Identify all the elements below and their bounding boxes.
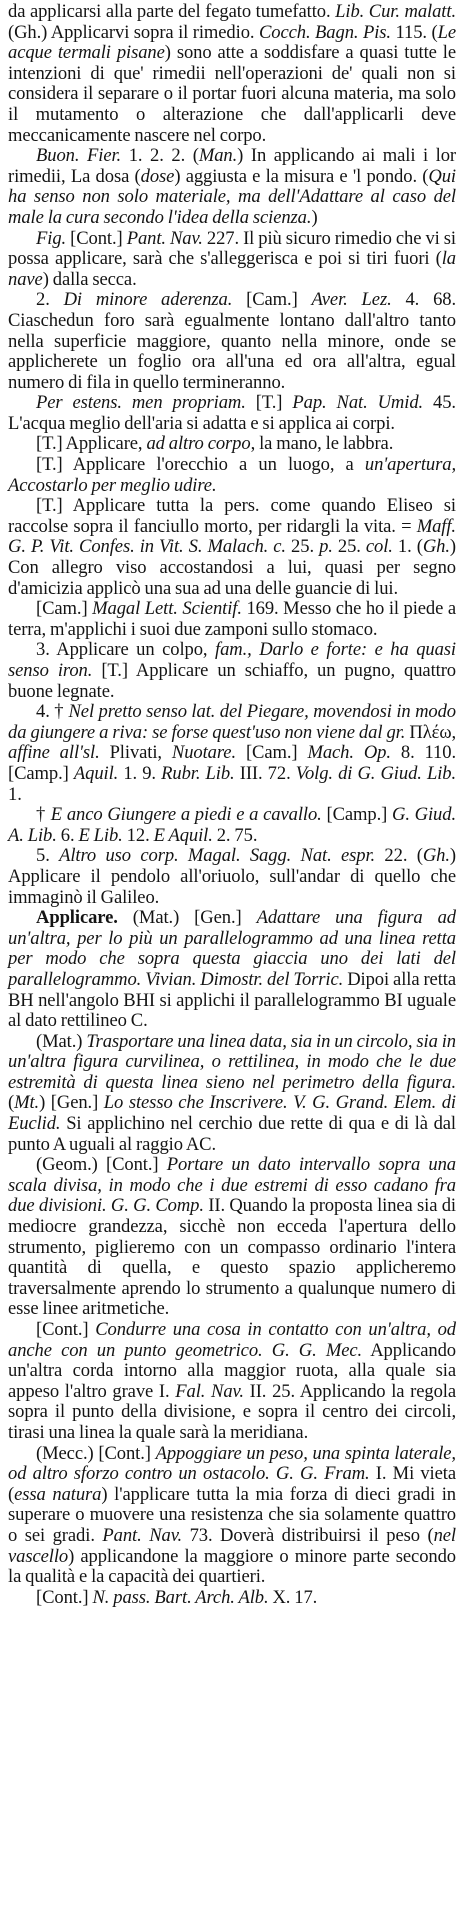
- text-run: ) In applicando ai mali i lor rimedii, La dosa (: [8, 145, 456, 187]
- text-run: Applicando un'altra corda intorno alla maggior ruota, alla quale sia appeso l'altro grave I.: [8, 1339, 456, 1402]
- text-run: [Cam.]: [36, 598, 93, 620]
- text-run: Plivati,: [99, 742, 172, 764]
- italic-text: Cocch. Bagn. Pis.: [258, 21, 391, 43]
- text-run: ): [311, 206, 318, 228]
- italic-text: Volg. di G. Giud. Lib.: [295, 762, 456, 784]
- italic-text: Aquil.: [73, 762, 119, 784]
- text-run: X. 17.: [268, 1586, 318, 1608]
- text-run: Πλέω,: [405, 721, 457, 743]
- italic-text: Condurre una cosa in contatto con un'altra, od anche con un punto geometrico. G. G. Mec.: [8, 1319, 456, 1361]
- text-run: 45. L'acqua meglio dell'aria si adatta e si applica ai corpi.: [8, 392, 456, 434]
- text-run: 6.: [56, 824, 79, 846]
- italic-text: Lo stesso che Inscrivere. V. G. Grand. Elem. di Euclid.: [8, 1092, 456, 1135]
- paragraph-p-eliseo: [8, 496, 456, 599]
- italic-text: Maff. G. P. Vit. Confes. in Vit. S. Malach. c.: [8, 515, 456, 558]
- text-run: ) [Gen.]: [39, 1092, 104, 1114]
- text-run: ) dalla secca.: [42, 268, 137, 290]
- text-run: Si applichino nel cerchio due rette di qua e di là dal punto A uguali al raggio AC.: [8, 1113, 456, 1155]
- text-run: [Cam.]: [236, 742, 308, 764]
- italic-text: dose: [140, 165, 175, 187]
- italic-text: Fal. Nav.: [175, 1380, 244, 1402]
- paragraph-p-fig: [8, 229, 456, 291]
- text-run: 5.: [36, 845, 60, 867]
- text-run: (: [8, 1092, 15, 1114]
- text-run: [Cont.]: [36, 1586, 93, 1608]
- text-run: [T.] Applicare tutta la pers. come quando Eliseo si raccolse sopra il fanciullo morto, per ridargli la vita. =: [8, 495, 456, 537]
- italic-text: la nave: [8, 248, 456, 290]
- paragraph-p-applicare-headword: [8, 908, 456, 1032]
- text-run: [Cont.]: [66, 227, 127, 249]
- italic-text: Man.: [198, 145, 238, 167]
- text-run: , la mano, le labbra.: [250, 433, 394, 455]
- italic-text: Mach. Op.: [307, 742, 391, 764]
- paragraph-p-minore-aderenza: [8, 290, 456, 393]
- text-run: [Cont.]: [36, 1319, 96, 1340]
- text-run: [T.] Applicare,: [36, 433, 147, 455]
- italic-text: Lib. Cur. malatt.: [335, 1, 456, 22]
- text-run: 8. 110. [Camp.]: [8, 742, 456, 784]
- paragraph-p-trasportare: [8, 1032, 456, 1156]
- text-run: (Gh.) Applicarvi sopra il rimedio.: [8, 21, 259, 43]
- text-run: 169. Messo che ho il piede a terra, m'applichi i suoi due zamponi sullo stomaco.: [8, 598, 457, 640]
- text-run: [T.] Applicare l'orecchio a un luogo, a: [36, 454, 365, 476]
- italic-text: Pap. Nat. Umid.: [292, 392, 424, 414]
- paragraph-p-giungere: [8, 805, 456, 846]
- italic-text: un'apertura, Accostarlo per meglio udire.: [8, 454, 456, 496]
- italic-text: Gh.: [422, 536, 450, 558]
- italic-text: ad altro corpo: [146, 433, 251, 455]
- text-run: 4. †: [36, 701, 69, 723]
- text-run: 115. (: [390, 21, 438, 43]
- italic-text: Aver. Lez.: [311, 289, 392, 311]
- italic-text: N. pass. Bart. Arch. Alb.: [92, 1586, 269, 1608]
- italic-text: fam., Darlo e forte: e ha quasi senso iron.: [8, 639, 456, 681]
- text-run: 4. 68. Ciaschedun foro sarà egualmente lontano dall'altro tanto nella superficie maggiore, quanto nella minore, onde se applicherete un foglio ora all'una ed ora all'altra, egual numero di fila in quello termineranno.: [8, 289, 457, 393]
- italic-text: Gh.: [422, 845, 450, 867]
- text-run: I. Mi vieta (: [8, 1463, 456, 1505]
- text-run: ) aggiusta e la misura e 'l pondo. (: [174, 165, 429, 187]
- text-run: [Cam.]: [232, 289, 312, 311]
- italic-text: Appoggiare un peso, una spinta laterale, od altro sforzo contro un ostacolo. G. G. Fram.: [8, 1442, 456, 1485]
- paragraph-p-bart: [8, 1588, 456, 1609]
- paragraph-p-geom: [8, 1155, 456, 1320]
- text-run: II. 25. Applicando la regola sopra il punto della divisione, e sopra il centro dei circoli, tirasi una linea la quale sarà la meridiana.: [8, 1380, 456, 1443]
- italic-text: Magal Lett. Scientif.: [92, 598, 242, 620]
- text-run: (Mecc.) [Cont.]: [36, 1442, 156, 1464]
- paragraph-p-ad-altro-corpo: [8, 434, 456, 455]
- italic-text: p.: [319, 536, 333, 558]
- paragraph-p-piegare: [8, 702, 456, 805]
- italic-text: Nuotare.: [171, 742, 237, 764]
- text-run: 1. 2. 2. (: [121, 145, 199, 167]
- paragraph-p-orecchio: [8, 455, 456, 496]
- paragraph-p-mecc: [8, 1444, 456, 1588]
- text-run: †: [36, 804, 51, 826]
- text-run: 22. (: [375, 845, 423, 867]
- italic-text: Fig.: [36, 227, 67, 249]
- italic-text: Le acque termali pisane: [8, 21, 456, 64]
- paragraph-p-colpo: [8, 640, 456, 702]
- text-run: ) Con allegro viso accostandosi a lui, quasi per segno d'amicizia applicò una sua ad una delle guancie di lui.: [8, 536, 456, 599]
- italic-text: E Lib.: [78, 824, 123, 846]
- italic-text: essa natura: [14, 1483, 102, 1505]
- italic-text: E anco Giungere a piedi e a cavallo.: [50, 804, 322, 826]
- italic-text: Di minore aderenza.: [63, 289, 233, 311]
- italic-text: col.: [365, 536, 393, 558]
- paragraph-p-buon-fier: [8, 146, 456, 228]
- text-run: 227. Il più sicuro rimedio che vi si possa applicare, sarà che s'alleggerisca e poi si tiri fuori (: [8, 227, 456, 270]
- italic-text: nel vascello: [8, 1524, 456, 1567]
- text-run: 1. 9.: [118, 762, 162, 784]
- text-run: [T.]: [245, 392, 293, 414]
- paragraph-p-fegato: [8, 2, 456, 146]
- headword: Applicare.: [36, 907, 118, 929]
- text-run: 25.: [285, 536, 320, 558]
- paragraph-p-condurre: [8, 1320, 456, 1444]
- italic-text: Trasportare una linea data, sia in un circolo, sia in un'altra figura curvilinea, o rettilinea, in modo che le due estremità di questa linea sieno nel perimetro della figura.: [8, 1030, 456, 1093]
- text-run: III. 72.: [234, 762, 296, 784]
- text-run: 1. (: [392, 536, 423, 558]
- italic-text: Per estens. men propriam.: [36, 392, 246, 414]
- text-run: da applicarsi alla parte del fegato tumefatto.: [8, 1, 336, 22]
- italic-text: Pant. Nav.: [102, 1524, 183, 1546]
- text-run: 2. 75.: [212, 824, 258, 846]
- italic-text: G. Giud. A. Lib.: [8, 804, 456, 846]
- text-run: ) Applicare il pendolo all'oriuolo, sull'andar di quello che immaginò il Galileo.: [8, 845, 456, 908]
- text-run: 1.: [8, 783, 22, 805]
- text-run: 2.: [36, 289, 64, 311]
- italic-text: Rubr. Lib.: [161, 762, 235, 784]
- italic-text: Nel pretto senso lat. del Piegare, movendosi in modo da giungere a riva: se forse quest'uso non viene dal gr.: [8, 701, 457, 743]
- text-run: Dipoi alla retta BH nell'angolo BHI si applichi il parallelogrammo BI uguale al dato rettilineo C.: [8, 968, 456, 1032]
- paragraph-p-per-estens: [8, 393, 456, 434]
- text-run: 25.: [332, 536, 366, 558]
- italic-text: Altro uso corp. Magal. Sagg. Nat. espr.: [59, 845, 376, 867]
- text-run: ) l'applicare tutta la mia forza di dieci gradi in superare o muovere una resistenza che sia solamente quattro o sei gradi.: [8, 1483, 457, 1546]
- text-run: 12.: [122, 824, 154, 846]
- italic-text: Portare un dato intervallo sopra una scala divisa, in modo che i due estremi di esso cadano fra due divisioni. G. G. Comp.: [8, 1154, 456, 1217]
- text-run: [T.] Applicare un schiaffo, un pugno, quattro buone legnate.: [8, 660, 456, 702]
- italic-text: Buon. Fier.: [36, 145, 122, 167]
- italic-text: E Aquil.: [153, 824, 213, 846]
- italic-text: Mt.: [14, 1092, 40, 1114]
- italic-text: Pant. Nav.: [126, 227, 203, 249]
- text-run: 73. Doverà distribuirsi il peso (: [182, 1524, 434, 1546]
- text-run: (Mat.) [Gen.]: [117, 907, 257, 929]
- text-run: ) sono atte a soddisfare a quasi tutte le intenzioni di que' rimedii nell'operazioni de' quali non si considera il separare o il portar fuori alcuna materia, ma solo il mutamento o alterazione che dall'applicarli deve meccanicamente nascere nel corpo.: [8, 42, 456, 146]
- text-run: 3. Applicare un colpo,: [36, 639, 215, 661]
- text-run: (Mat.): [36, 1030, 87, 1052]
- italic-text: affine all'sl.: [8, 742, 100, 764]
- paragraph-p-altro-uso: [8, 846, 456, 908]
- italic-text: Adattare una figura ad un'altra, per lo più un parallelogrammo ad una linea retta per modo che sopra questa giaccia uno dei lati del parallelogrammo. Vivian. Dimostr. del Torric.: [8, 907, 456, 990]
- paragraph-p-magal-lett: [8, 599, 456, 640]
- text-run: (Geom.) [Cont.]: [36, 1154, 167, 1176]
- text-run: [Camp.]: [321, 804, 393, 826]
- text-run: ) applicandone la maggiore o minore parte secondo la qualità e la capacità dei quartieri.: [8, 1545, 456, 1588]
- italic-text: Qui ha senso non solo materiale, ma dell'Adattare al caso del male la cura secondo l'idea della scienza.: [8, 165, 456, 228]
- text-run: II. Quando la proposta linea sia di mediocre grandezza, sicchè non ecceda l'apertura dello strumento, piglieremo con un compasso ordinario l'intera quantità di quella, e questo spazio applicheremo traversalmente aprendo lo strumento a qualunque numero di esse linee aritmetiche.: [8, 1195, 456, 1320]
